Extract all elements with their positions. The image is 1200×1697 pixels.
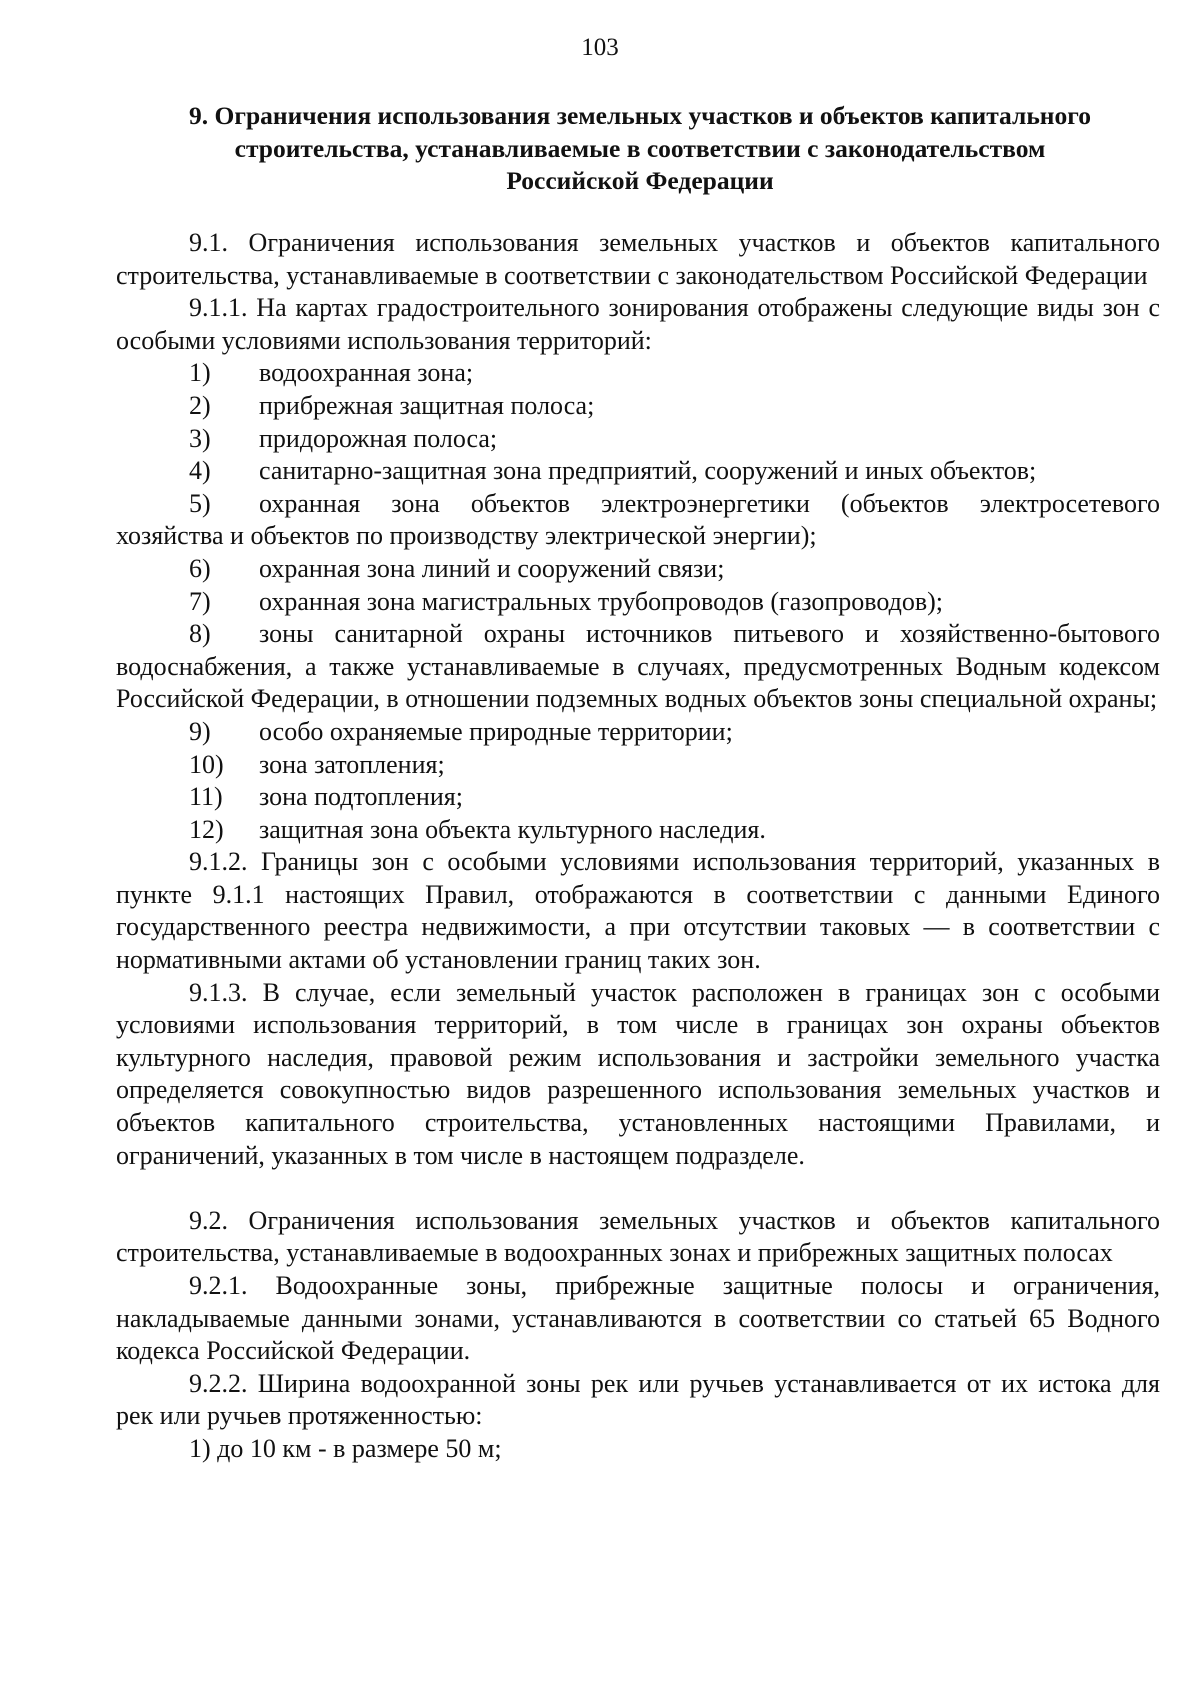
list-marker: 11) xyxy=(189,782,223,812)
list-item xyxy=(116,455,1160,488)
list-item-text: охранная зона линий и сооружений связи; xyxy=(259,553,725,583)
list-marker: 5) xyxy=(189,488,211,518)
list-item xyxy=(116,553,1160,586)
list-marker: 9) xyxy=(189,716,211,746)
paragraph-9-1-3: 9.1.3. В случае, если земельный участок расположен в границах зон с особыми условиями использования территорий, в том числе в границах зон охраны объектов культурного наследия, правовой режим использования и застройки земельного участка определяется совокупностью видов разрешенного использования земельных участков и объектов капитального строительства, установленных настоящими Правилами, и ограничений, указанных в том числе в настоящем подразделе. xyxy=(116,977,1160,1170)
list-item-continuation: водоснабжения, а также устанавливаемые в случаях, предусмотренных Водным кодексом Российской Федерации, в отношении подземных водных объектов зоны специальной охраны; xyxy=(116,651,1160,714)
list-item-text: прибрежная защитная полоса; xyxy=(259,390,595,420)
list-item xyxy=(116,488,1160,521)
list-item xyxy=(116,716,1160,749)
list-item xyxy=(116,390,1160,423)
list-item-continuation: хозяйства и объектов по производству электрической энергии); xyxy=(116,521,817,551)
list-item xyxy=(116,749,1160,782)
list-item-text: зона подтопления; xyxy=(259,782,463,812)
list-item-9-2-2-1: 1) до 10 км - в размере 50 м; xyxy=(189,1433,502,1463)
list-item-text: санитарно-защитная зона предприятий, сооружений и иных объектов; xyxy=(259,456,1037,486)
list-marker: 7) xyxy=(189,586,211,616)
list-item-text: охранная зона объектов электроэнергетики (объектов электросетевого xyxy=(259,488,1160,518)
list-item-text: зоны санитарной охраны источников питьевого и хозяйственно-бытового xyxy=(259,619,1160,649)
list-item xyxy=(116,814,1160,847)
list-item xyxy=(116,586,1160,619)
list-marker: 12) xyxy=(189,814,224,844)
list-marker: 4) xyxy=(189,456,211,486)
list-marker: 6) xyxy=(189,553,211,583)
page-number: 103 xyxy=(581,34,619,61)
subsection-9-1-title: 9.1. Ограничения использования земельных участков и объектов капитального строительства, устанавливаемые в соответствии с законодательством Российской Федерации xyxy=(116,228,1160,290)
section-heading xyxy=(120,100,1160,198)
list-item-text: зона затопления; xyxy=(259,749,445,779)
paragraph-9-2-1: 9.2.1. Водоохранные зоны, прибрежные защитные полосы и ограничения, накладываемые данными зонами, устанавливаются в соответствии со статьей 65 Водного кодекса Российской Федерации. xyxy=(116,1271,1160,1366)
paragraph-9-2-2: 9.2.2. Ширина водоохранной зоны рек или ручьев устанавливается от их истока для рек или ручьев протяженностью: xyxy=(116,1368,1160,1431)
list-item-text: охранная зона магистральных трубопроводов (газопроводов); xyxy=(259,586,944,616)
list-marker: 10) xyxy=(189,749,224,779)
list-item xyxy=(116,423,1160,456)
list-marker: 1) xyxy=(189,358,211,388)
list-marker: 2) xyxy=(189,390,211,420)
list-item-text: водоохранная зона; xyxy=(259,358,474,388)
heading-line-1: 9. Ограничения использования земельных участков и объектов капитального xyxy=(189,101,1091,130)
list-item-text: защитная зона объекта культурного наследия. xyxy=(259,814,766,844)
body-text xyxy=(116,227,1160,1466)
paragraph-9-1-1: 9.1.1. На картах градостроительного зонирования отображены следующие виды зон с особыми условиями использования территорий: xyxy=(116,293,1160,355)
subsection-9-2-title: 9.2. Ограничения использования земельных участков и объектов капитального строительства, устанавливаемые в водоохранных зонах и прибрежных защитных полосах xyxy=(116,1205,1160,1268)
list-item xyxy=(116,618,1160,651)
list-item-text: особо охраняемые природные территории; xyxy=(259,716,733,746)
list-item xyxy=(116,781,1160,814)
paragraph-9-1-2: 9.1.2. Границы зон с особыми условиями использования территорий, указанных в пункте 9.1.1 настоящих Правил, отображаются в соответствии с данными Единого государственного реестра недвижимости, а при отсутствии таковых — в соответствии с нормативными актами об установлении границ таких зон. xyxy=(116,847,1160,975)
list-marker: 3) xyxy=(189,423,211,453)
list-marker: 8) xyxy=(189,619,211,649)
heading-line-2: строительства, устанавливаемые в соответствии с законодательством xyxy=(234,133,1046,163)
list-item-text: придорожная полоса; xyxy=(259,423,498,453)
heading-line-3: Российской Федерации xyxy=(506,166,774,195)
section-gap xyxy=(116,1172,1160,1205)
list-item xyxy=(116,357,1160,390)
